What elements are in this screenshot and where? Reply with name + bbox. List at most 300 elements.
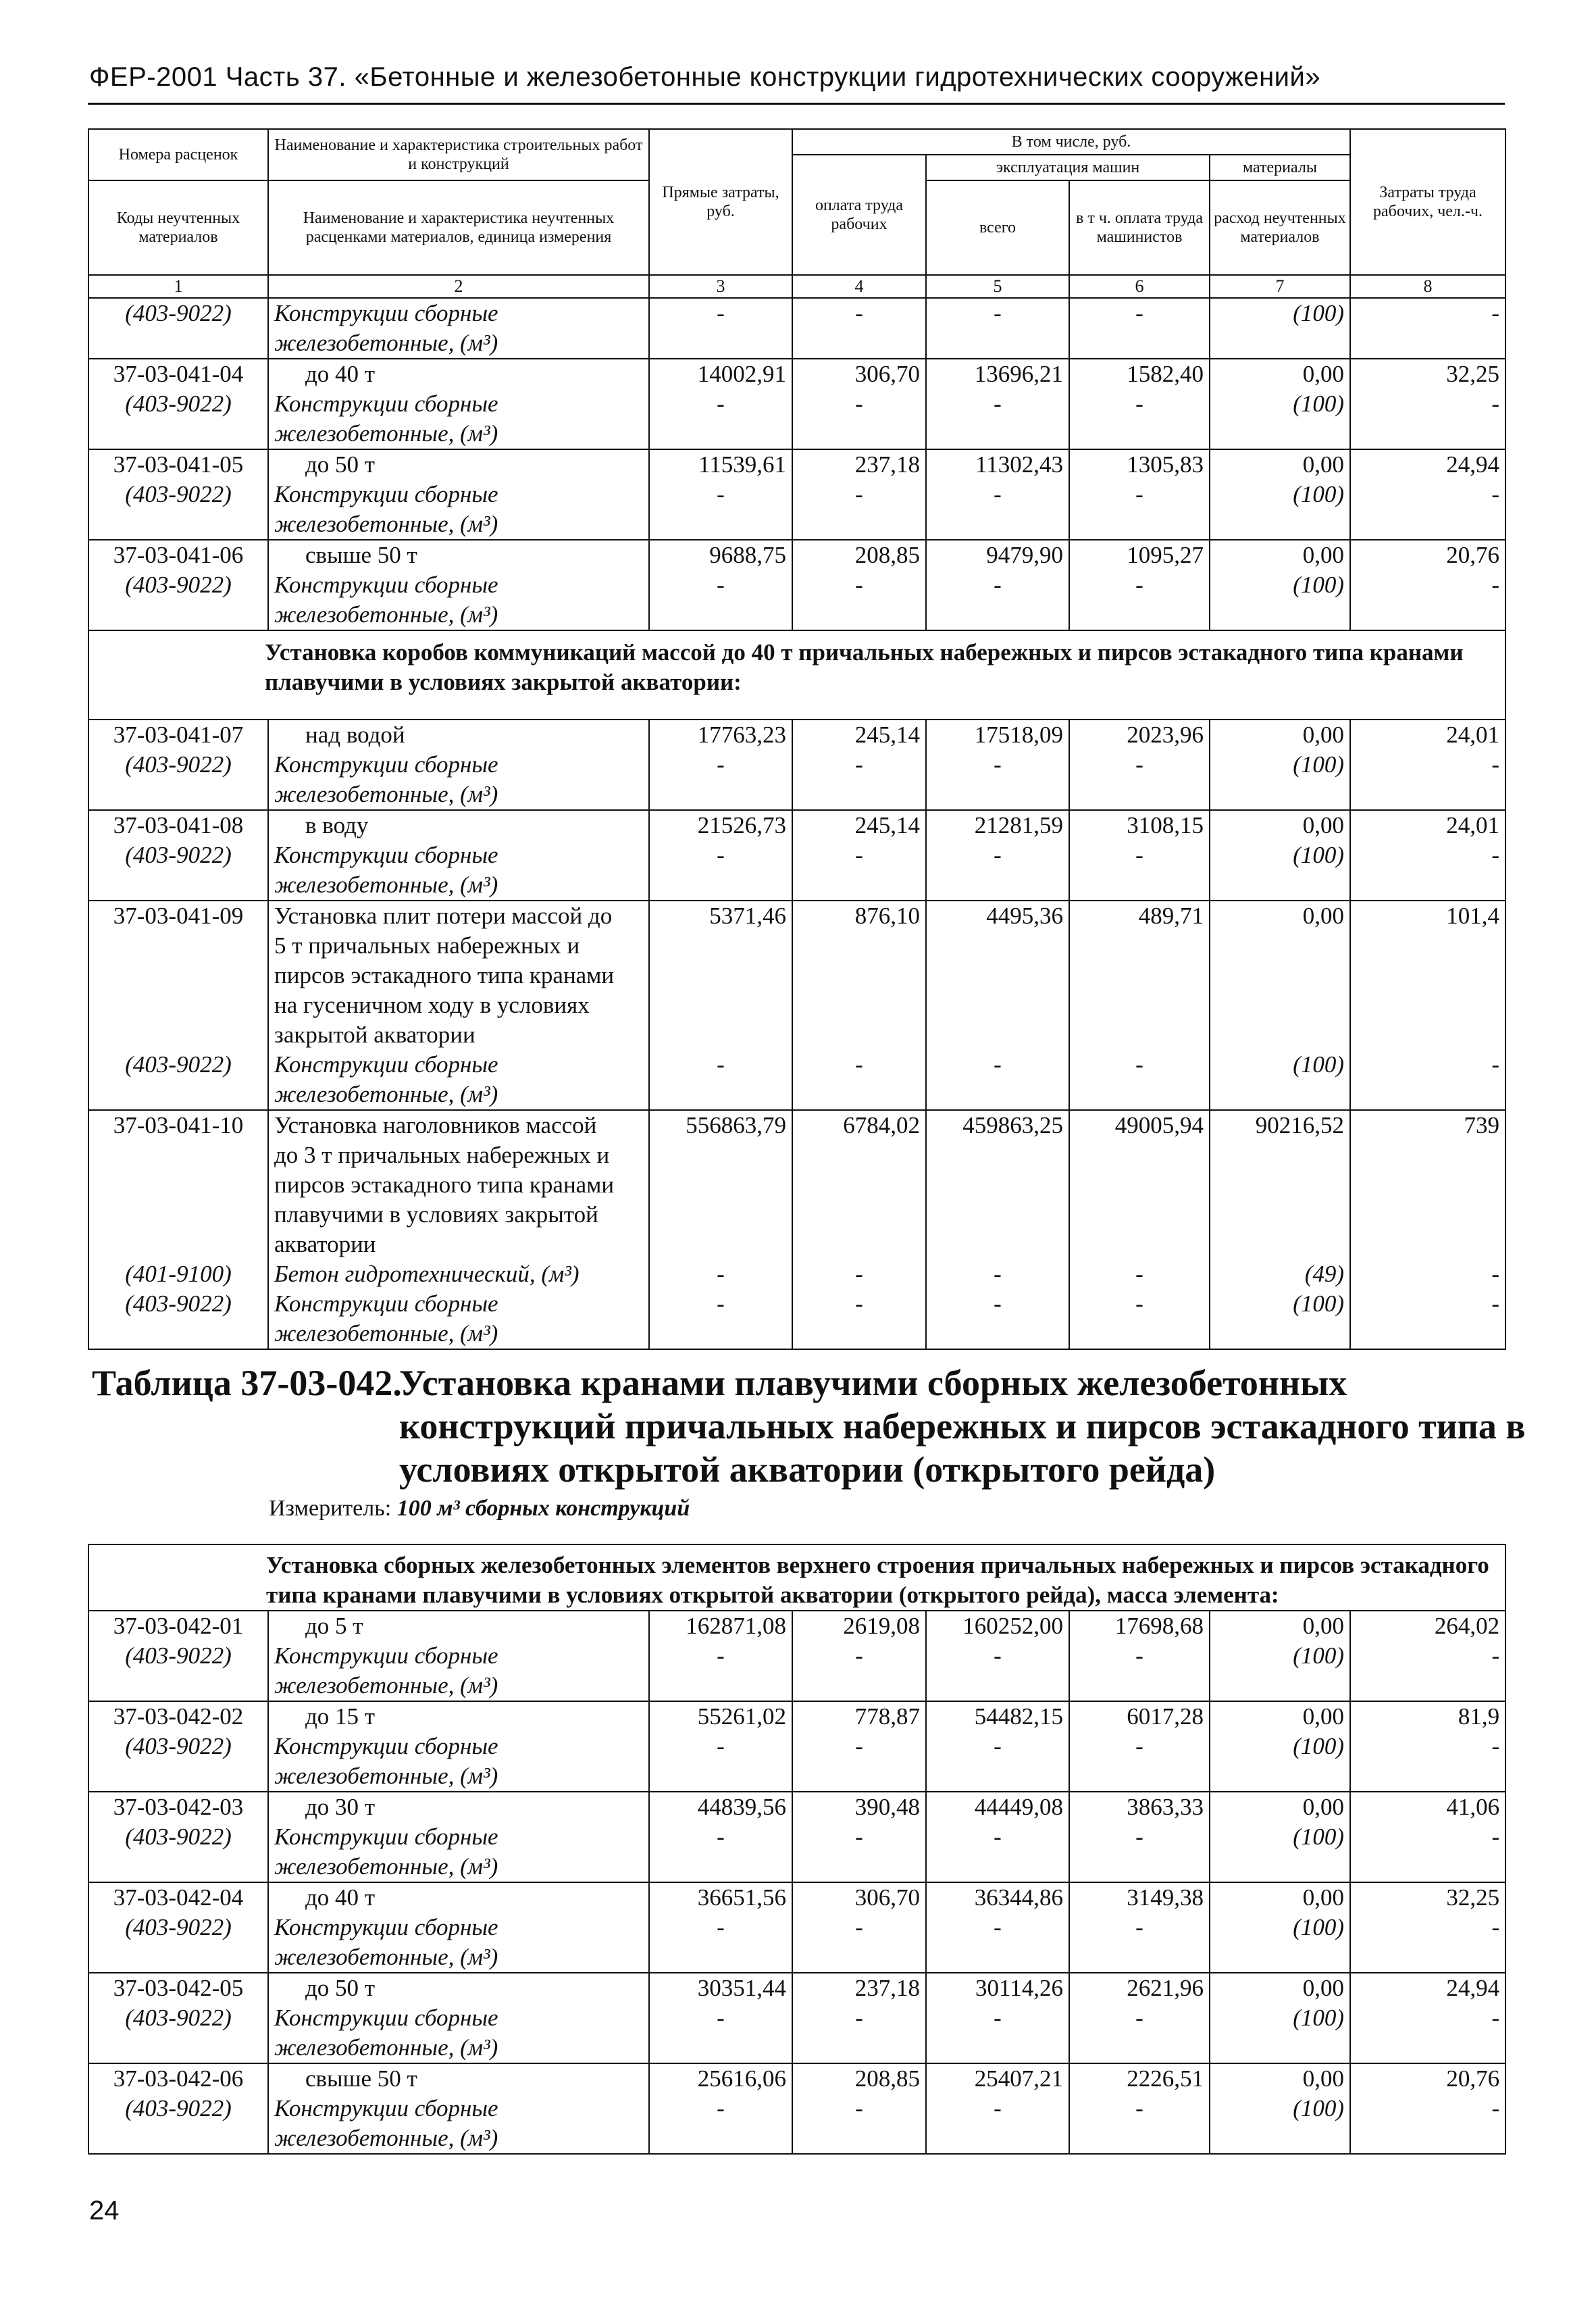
machinist-pay: 3149,38 bbox=[1069, 1882, 1210, 1913]
machines-total: 25407,21 bbox=[926, 2063, 1069, 2094]
material-row bbox=[88, 1050, 1505, 1110]
material-qty: (100) bbox=[1210, 1732, 1350, 1792]
direct-costs: 21526,73 bbox=[649, 810, 792, 840]
rate-row bbox=[88, 540, 1505, 570]
table-title-label: Таблица 37-03-042. bbox=[92, 1363, 402, 1403]
material-code: (403-9022) bbox=[88, 570, 268, 630]
dash-cell: - bbox=[926, 1289, 1069, 1349]
machinist-pay: 2023,96 bbox=[1069, 720, 1210, 750]
rate-name: до 50 т bbox=[268, 449, 649, 480]
section-heading: Установка сборных железобетонных элементов верхнего строения причальных набережных и пирсов эстакадного типа кранами плавучими в условиях открытой акватории (открытого рейда), масса элемента: bbox=[88, 1544, 1505, 1611]
labor-pay: 6784,02 bbox=[792, 1110, 926, 1259]
column-number: 8 bbox=[1350, 275, 1505, 298]
rate-row bbox=[88, 359, 1505, 389]
dash-cell: - bbox=[792, 2094, 926, 2154]
dash-cell: - bbox=[1069, 1641, 1210, 1701]
material-qty: (100) bbox=[1210, 570, 1350, 630]
dash-cell: - bbox=[792, 570, 926, 630]
dash-cell: - bbox=[926, 1913, 1069, 1973]
dash-cell: - bbox=[649, 1259, 792, 1289]
measure-prefix: Измеритель: bbox=[269, 1496, 397, 1521]
direct-costs: 5371,46 bbox=[649, 901, 792, 1050]
dash-cell: - bbox=[1069, 389, 1210, 449]
dash-cell: - bbox=[1069, 570, 1210, 630]
dash-cell: - bbox=[926, 570, 1069, 630]
dash-cell: - bbox=[792, 1822, 926, 1882]
rate-code: 37-03-041-07 bbox=[88, 720, 268, 750]
rate-name: до 50 т bbox=[268, 1973, 649, 2003]
labor-hours: 264,02 bbox=[1350, 1611, 1505, 1641]
material-row bbox=[88, 480, 1505, 540]
material-code: (401-9100) bbox=[88, 1259, 268, 1289]
page-header-title: ФЕР-2001 Часть 37. «Бетонные и железобетонные конструкции гидротехнических сооружений» bbox=[89, 62, 1321, 92]
machinist-pay: 6017,28 bbox=[1069, 1701, 1210, 1732]
dash-cell: - bbox=[1069, 750, 1210, 810]
rate-name-line: Установка наголовников массой bbox=[274, 1112, 597, 1138]
rate-row bbox=[88, 1611, 1505, 1641]
labor-hours: 20,76 bbox=[1350, 2063, 1505, 2094]
direct-costs: 11539,61 bbox=[649, 449, 792, 480]
rate-code: 37-03-041-10 bbox=[88, 1110, 268, 1259]
rate-code: 37-03-042-03 bbox=[88, 1792, 268, 1822]
rate-name-line: 5 т причальных набережных и bbox=[274, 932, 580, 959]
material-name: Конструкции сборные железобетонные, (м³) bbox=[268, 298, 649, 359]
dash-cell: - bbox=[1069, 1822, 1210, 1882]
rate-row bbox=[88, 1701, 1505, 1732]
material-qty: (100) bbox=[1210, 2094, 1350, 2154]
dash-cell: - bbox=[926, 480, 1069, 540]
dash-cell: - bbox=[649, 1050, 792, 1110]
dash-cell: - bbox=[1350, 1289, 1505, 1349]
material-row bbox=[88, 2094, 1505, 2154]
direct-costs: 55261,02 bbox=[649, 1701, 792, 1732]
rate-row bbox=[88, 1882, 1505, 1913]
table-title-text: Установка кранами плавучими сборных железобетонных конструкций причальных набережных и пирсов эстакадного типа в условиях открытой акватории (открытого рейда) bbox=[399, 1363, 1526, 1490]
machinist-pay: 2226,51 bbox=[1069, 2063, 1210, 2094]
measure-value: 100 м³ сборных конструкций bbox=[396, 1496, 690, 1521]
dash-cell: - bbox=[1350, 750, 1505, 810]
dash-cell: - bbox=[1350, 840, 1505, 901]
machines-total: 44449,08 bbox=[926, 1792, 1069, 1822]
labor-pay: 306,70 bbox=[792, 359, 926, 389]
material-code: (403-9022) bbox=[88, 1732, 268, 1792]
dash-cell: - bbox=[649, 298, 792, 359]
dash-cell: - bbox=[792, 750, 926, 810]
column-number: 6 bbox=[1069, 275, 1210, 298]
material-name: Конструкции сборные железобетонные, (м³) bbox=[268, 480, 649, 540]
dash-cell: - bbox=[1350, 2003, 1505, 2063]
material-name: Конструкции сборные железобетонные, (м³) bbox=[268, 1913, 649, 1973]
rate-name: до 40 т bbox=[268, 1882, 649, 1913]
materials-cost: 0,00 bbox=[1210, 720, 1350, 750]
machinist-pay: 3108,15 bbox=[1069, 810, 1210, 840]
rate-row bbox=[88, 901, 1505, 1050]
labor-pay: 2619,08 bbox=[792, 1611, 926, 1641]
rate-name: свыше 50 т bbox=[268, 2063, 649, 2094]
rate-row bbox=[88, 1110, 1505, 1259]
rate-name: над водой bbox=[268, 720, 649, 750]
dash-cell: - bbox=[1069, 2094, 1210, 2154]
dash-cell: - bbox=[1069, 2003, 1210, 2063]
material-qty: (49) bbox=[1210, 1259, 1350, 1289]
dash-cell: - bbox=[926, 2003, 1069, 2063]
rate-group-042 bbox=[88, 1611, 1505, 2154]
machines-total: 160252,00 bbox=[926, 1611, 1069, 1641]
dash-cell: - bbox=[792, 840, 926, 901]
machinist-pay: 49005,94 bbox=[1069, 1110, 1210, 1259]
rate-name-line: плавучими в условиях закрытой bbox=[274, 1201, 598, 1228]
material-code: (403-9022) bbox=[88, 480, 268, 540]
material-qty: (100) bbox=[1210, 480, 1350, 540]
column-number: 7 bbox=[1210, 275, 1350, 298]
direct-costs: 30351,44 bbox=[649, 1973, 792, 2003]
header-rate-numbers: Номера расценок bbox=[88, 129, 268, 180]
labor-hours: 101,4 bbox=[1350, 901, 1505, 1050]
direct-costs: 25616,06 bbox=[649, 2063, 792, 2094]
labor-pay: 245,14 bbox=[792, 810, 926, 840]
dash-cell: - bbox=[649, 389, 792, 449]
machines-total: 21281,59 bbox=[926, 810, 1069, 840]
material-name: Конструкции сборные железобетонные, (м³) bbox=[268, 570, 649, 630]
column-number: 3 bbox=[649, 275, 792, 298]
machinist-pay: 2621,96 bbox=[1069, 1973, 1210, 2003]
section-heading: Установка коробов коммуникаций массой до 40 т причальных набережных и пирсов эстакадного типа кранами плавучими в условиях закрытой акватории: bbox=[88, 630, 1505, 720]
material-code: (403-9022) bbox=[88, 750, 268, 810]
material-row bbox=[88, 1732, 1505, 1792]
dash-cell: - bbox=[1350, 2094, 1505, 2154]
rate-name: свыше 50 т bbox=[268, 540, 649, 570]
labor-hours: 24,94 bbox=[1350, 1973, 1505, 2003]
rate-name-line: пирсов эстакадного типа кранами bbox=[274, 962, 615, 988]
dash-cell: - bbox=[926, 389, 1069, 449]
dash-cell: - bbox=[926, 750, 1069, 810]
labor-pay: 237,18 bbox=[792, 449, 926, 480]
header-material-consumption: расход неучтенных материалов bbox=[1210, 180, 1350, 275]
machinist-pay: 1095,27 bbox=[1069, 540, 1210, 570]
dash-cell: - bbox=[1069, 1259, 1210, 1289]
dash-cell: - bbox=[926, 2094, 1069, 2154]
header-material-name: Наименование и характеристика неучтенных расценками материалов, единица измерения bbox=[268, 180, 649, 275]
table-header bbox=[88, 129, 1505, 298]
direct-costs: 14002,91 bbox=[649, 359, 792, 389]
material-code: (403-9022) bbox=[88, 2003, 268, 2063]
table-title bbox=[92, 1361, 1526, 1490]
dash-cell: - bbox=[1350, 570, 1505, 630]
machinist-pay: 489,71 bbox=[1069, 901, 1210, 1050]
column-number: 4 bbox=[792, 275, 926, 298]
direct-costs: 162871,08 bbox=[649, 1611, 792, 1641]
material-row bbox=[88, 389, 1505, 449]
rate-name: до 5 т bbox=[268, 1611, 649, 1641]
material-row bbox=[88, 1259, 1505, 1289]
material-qty: (100) bbox=[1210, 1822, 1350, 1882]
material-row bbox=[88, 2003, 1505, 2063]
materials-cost: 0,00 bbox=[1210, 1792, 1350, 1822]
rate-name-line: пирсов эстакадного типа кранами bbox=[274, 1172, 615, 1198]
rate-group-b bbox=[88, 720, 1505, 901]
material-qty: (100) bbox=[1210, 1050, 1350, 1110]
dash-cell: - bbox=[926, 1050, 1069, 1110]
labor-pay: 876,10 bbox=[792, 901, 926, 1050]
rate-name: до 40 т bbox=[268, 359, 649, 389]
rate-code: 37-03-041-04 bbox=[88, 359, 268, 389]
rate-name bbox=[268, 1110, 649, 1259]
rate-row bbox=[88, 810, 1505, 840]
dash-cell: - bbox=[792, 480, 926, 540]
rates-table-042 bbox=[88, 1544, 1506, 2155]
header-including: В том числе, руб. bbox=[792, 129, 1350, 155]
materials-cost: 0,00 bbox=[1210, 1611, 1350, 1641]
materials-cost: 0,00 bbox=[1210, 540, 1350, 570]
rate-name-line: закрытой акватории bbox=[274, 1022, 475, 1048]
dash-cell: - bbox=[649, 750, 792, 810]
dash-cell: - bbox=[1069, 298, 1210, 359]
rate-code: 37-03-041-06 bbox=[88, 540, 268, 570]
dash-cell: - bbox=[1350, 389, 1505, 449]
materials-cost: 0,00 bbox=[1210, 1882, 1350, 1913]
material-qty: (100) bbox=[1210, 750, 1350, 810]
dash-cell: - bbox=[649, 480, 792, 540]
header-divider bbox=[88, 103, 1505, 105]
column-number: 1 bbox=[88, 275, 268, 298]
material-row bbox=[88, 570, 1505, 630]
header-direct-costs: Прямые затраты, руб. bbox=[649, 129, 792, 275]
dash-cell: - bbox=[1350, 1913, 1505, 1973]
material-name: Конструкции сборные железобетонные, (м³) bbox=[268, 1641, 649, 1701]
dash-cell: - bbox=[926, 1641, 1069, 1701]
direct-costs: 9688,75 bbox=[649, 540, 792, 570]
machines-total: 17518,09 bbox=[926, 720, 1069, 750]
labor-pay: 208,85 bbox=[792, 540, 926, 570]
material-qty: (100) bbox=[1210, 1289, 1350, 1349]
materials-cost: 0,00 bbox=[1210, 359, 1350, 389]
rate-row bbox=[88, 2063, 1505, 2094]
material-name: Конструкции сборные железобетонные, (м³) bbox=[268, 750, 649, 810]
material-name: Конструкции сборные железобетонные, (м³) bbox=[268, 1050, 649, 1110]
material-name: Бетон гидротехнический, (м³) bbox=[268, 1259, 649, 1289]
column-number: 5 bbox=[926, 275, 1069, 298]
dash-cell: - bbox=[1350, 1822, 1505, 1882]
labor-pay: 208,85 bbox=[792, 2063, 926, 2094]
material-name: Конструкции сборные железобетонные, (м³) bbox=[268, 840, 649, 901]
dash-cell: - bbox=[649, 2003, 792, 2063]
material-code: (403-9022) bbox=[88, 1822, 268, 1882]
material-qty: (100) bbox=[1210, 389, 1350, 449]
rate-name-line: до 3 т причальных набережных и bbox=[274, 1142, 610, 1168]
rate-name-line: акватории bbox=[274, 1231, 376, 1257]
machines-total: 30114,26 bbox=[926, 1973, 1069, 2003]
header-work-name: Наименование и характеристика строительных работ и конструкций bbox=[268, 129, 649, 180]
dash-cell: - bbox=[926, 1732, 1069, 1792]
dash-cell: - bbox=[926, 1259, 1069, 1289]
column-numbers-row bbox=[88, 275, 1505, 298]
rate-code: 37-03-041-05 bbox=[88, 449, 268, 480]
labor-pay: 778,87 bbox=[792, 1701, 926, 1732]
dash-cell: - bbox=[1069, 480, 1210, 540]
dash-cell: - bbox=[1350, 1259, 1505, 1289]
material-qty: (100) bbox=[1210, 298, 1350, 359]
dash-cell: - bbox=[1350, 298, 1505, 359]
dash-cell: - bbox=[649, 840, 792, 901]
rate-row bbox=[88, 720, 1505, 750]
rates-table-041 bbox=[88, 128, 1506, 1350]
machines-total: 36344,86 bbox=[926, 1882, 1069, 1913]
labor-pay: 245,14 bbox=[792, 720, 926, 750]
rate-code: 37-03-042-01 bbox=[88, 1611, 268, 1641]
machines-total: 13696,21 bbox=[926, 359, 1069, 389]
section-row bbox=[88, 630, 1505, 720]
dash-cell: - bbox=[649, 1289, 792, 1349]
rate-name-line: на гусеничном ходу в условиях bbox=[274, 992, 590, 1018]
header-labor-pay: оплата труда рабочих bbox=[792, 155, 926, 275]
material-row bbox=[88, 1913, 1505, 1973]
machinist-pay: 1305,83 bbox=[1069, 449, 1210, 480]
dash-cell: - bbox=[1069, 1050, 1210, 1110]
dash-cell: - bbox=[792, 1259, 926, 1289]
material-code: (403-9022) bbox=[88, 298, 268, 359]
material-code: (403-9022) bbox=[88, 1289, 268, 1349]
header-material-codes: Коды неучтенных материалов bbox=[88, 180, 268, 275]
direct-costs: 36651,56 bbox=[649, 1882, 792, 1913]
dash-cell: - bbox=[1069, 1289, 1210, 1349]
dash-cell: - bbox=[792, 389, 926, 449]
materials-cost: 0,00 bbox=[1210, 1701, 1350, 1732]
dash-cell: - bbox=[649, 570, 792, 630]
dash-cell: - bbox=[649, 2094, 792, 2154]
header-machines-total: всего bbox=[926, 180, 1069, 275]
dash-cell: - bbox=[1350, 1641, 1505, 1701]
material-code: (403-9022) bbox=[88, 840, 268, 901]
dash-cell: - bbox=[649, 1913, 792, 1973]
dash-cell: - bbox=[792, 1913, 926, 1973]
rate-code: 37-03-042-04 bbox=[88, 1882, 268, 1913]
material-qty: (100) bbox=[1210, 1913, 1350, 1973]
labor-hours: 24,01 bbox=[1350, 810, 1505, 840]
dash-cell: - bbox=[792, 298, 926, 359]
rate-group-a bbox=[88, 359, 1505, 630]
rate-name: до 15 т bbox=[268, 1701, 649, 1732]
direct-costs: 44839,56 bbox=[649, 1792, 792, 1822]
dash-cell: - bbox=[926, 1822, 1069, 1882]
direct-costs: 17763,23 bbox=[649, 720, 792, 750]
machinist-pay: 3863,33 bbox=[1069, 1792, 1210, 1822]
material-qty: (100) bbox=[1210, 840, 1350, 901]
materials-cost: 0,00 bbox=[1210, 901, 1350, 1050]
dash-cell: - bbox=[649, 1641, 792, 1701]
material-row bbox=[88, 750, 1505, 810]
column-number: 2 bbox=[268, 275, 649, 298]
dash-cell: - bbox=[1069, 1732, 1210, 1792]
measure-unit bbox=[269, 1496, 690, 1521]
rate-row bbox=[88, 449, 1505, 480]
material-row bbox=[88, 840, 1505, 901]
material-code: (403-9022) bbox=[88, 1050, 268, 1110]
labor-hours: 739 bbox=[1350, 1110, 1505, 1259]
direct-costs: 556863,79 bbox=[649, 1110, 792, 1259]
material-name: Конструкции сборные железобетонные, (м³) bbox=[268, 389, 649, 449]
material-row bbox=[88, 1822, 1505, 1882]
dash-cell: - bbox=[1350, 1050, 1505, 1110]
labor-hours: 32,25 bbox=[1350, 359, 1505, 389]
rate-code: 37-03-042-05 bbox=[88, 1973, 268, 2003]
machines-total: 54482,15 bbox=[926, 1701, 1069, 1732]
dash-cell: - bbox=[926, 298, 1069, 359]
rate-code: 37-03-042-02 bbox=[88, 1701, 268, 1732]
machines-total: 459863,25 bbox=[926, 1110, 1069, 1259]
dash-cell: - bbox=[792, 2003, 926, 2063]
material-name: Конструкции сборные железобетонные, (м³) bbox=[268, 1732, 649, 1792]
dash-cell: - bbox=[1069, 1913, 1210, 1973]
material-name: Конструкции сборные железобетонные, (м³) bbox=[268, 1289, 649, 1349]
materials-cost: 0,00 bbox=[1210, 449, 1350, 480]
dash-cell: - bbox=[1350, 1732, 1505, 1792]
dash-cell: - bbox=[1069, 840, 1210, 901]
material-name: Конструкции сборные железобетонные, (м³) bbox=[268, 2003, 649, 2063]
machines-total: 4495,36 bbox=[926, 901, 1069, 1050]
rate-name: в воду bbox=[268, 810, 649, 840]
dash-cell: - bbox=[792, 1050, 926, 1110]
labor-hours: 20,76 bbox=[1350, 540, 1505, 570]
dash-cell: - bbox=[792, 1641, 926, 1701]
rate-code: 37-03-042-06 bbox=[88, 2063, 268, 2094]
dash-cell: - bbox=[792, 1732, 926, 1792]
machines-total: 11302,43 bbox=[926, 449, 1069, 480]
rate-name bbox=[268, 901, 649, 1050]
dash-cell: - bbox=[792, 1289, 926, 1349]
material-code: (403-9022) bbox=[88, 389, 268, 449]
dash-cell: - bbox=[649, 1822, 792, 1882]
rate-name: до 30 т bbox=[268, 1792, 649, 1822]
material-code: (403-9022) bbox=[88, 1913, 268, 1973]
machines-total: 9479,90 bbox=[926, 540, 1069, 570]
materials-cost: 0,00 bbox=[1210, 810, 1350, 840]
labor-hours: 24,01 bbox=[1350, 720, 1505, 750]
rate-row bbox=[88, 1792, 1505, 1822]
machinist-pay: 17698,68 bbox=[1069, 1611, 1210, 1641]
rate-code: 37-03-041-09 bbox=[88, 901, 268, 1050]
material-qty: (100) bbox=[1210, 1641, 1350, 1701]
rate-row bbox=[88, 1973, 1505, 2003]
material-name: Конструкции сборные железобетонные, (м³) bbox=[268, 1822, 649, 1882]
material-name: Конструкции сборные железобетонные, (м³) bbox=[268, 2094, 649, 2154]
material-row bbox=[88, 298, 1505, 359]
labor-pay: 306,70 bbox=[792, 1882, 926, 1913]
materials-cost: 0,00 bbox=[1210, 1973, 1350, 2003]
material-row bbox=[88, 1289, 1505, 1349]
header-machines: эксплуатация машин bbox=[926, 155, 1210, 180]
header-machinist-pay: в т ч. оплата труда машинистов bbox=[1069, 180, 1210, 275]
materials-cost: 0,00 bbox=[1210, 2063, 1350, 2094]
materials-cost: 90216,52 bbox=[1210, 1110, 1350, 1259]
labor-hours: 81,9 bbox=[1350, 1701, 1505, 1732]
labor-hours: 24,94 bbox=[1350, 449, 1505, 480]
material-code: (403-9022) bbox=[88, 2094, 268, 2154]
machinist-pay: 1582,40 bbox=[1069, 359, 1210, 389]
rate-code: 37-03-041-08 bbox=[88, 810, 268, 840]
labor-hours: 32,25 bbox=[1350, 1882, 1505, 1913]
header-labor-hours: Затраты труда рабочих, чел.-ч. bbox=[1350, 129, 1505, 275]
dash-cell: - bbox=[649, 1732, 792, 1792]
labor-pay: 390,48 bbox=[792, 1792, 926, 1822]
page-number: 24 bbox=[89, 2196, 120, 2225]
material-code: (403-9022) bbox=[88, 1641, 268, 1701]
material-row bbox=[88, 1641, 1505, 1701]
material-qty: (100) bbox=[1210, 2003, 1350, 2063]
dash-cell: - bbox=[1350, 480, 1505, 540]
rate-name-line: Установка плит потери массой до bbox=[274, 903, 613, 929]
section-row bbox=[88, 1544, 1505, 1611]
header-materials: материалы bbox=[1210, 155, 1350, 180]
